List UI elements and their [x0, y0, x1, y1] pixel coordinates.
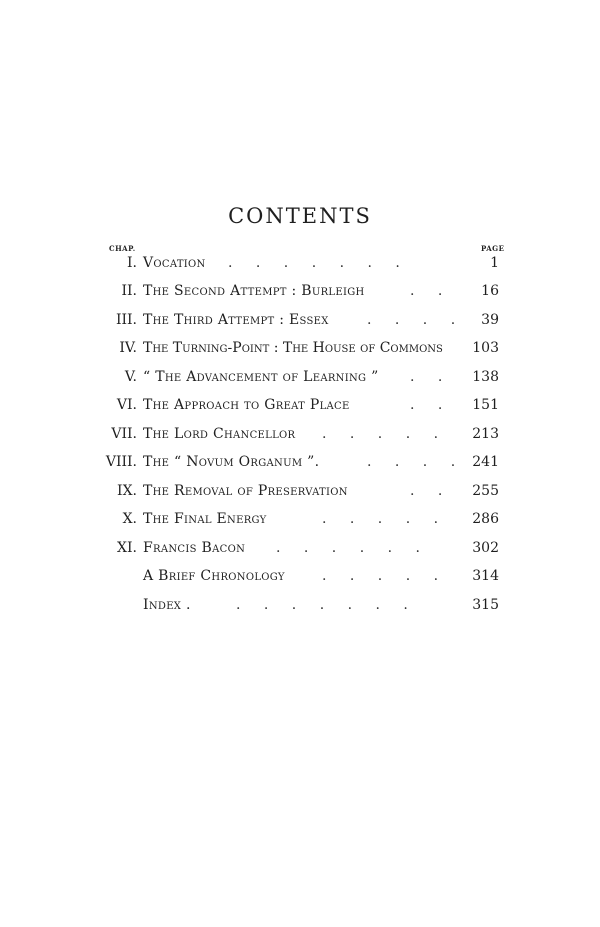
page-number: 138: [472, 369, 499, 385]
dot-leader: . . . . . .: [276, 540, 420, 556]
chapter-title: The Turning-Point : The House of Commons: [143, 340, 443, 356]
toc-entry: [0, 393, 600, 417]
page-number: 302: [472, 540, 499, 556]
dot-leader: . .: [410, 369, 443, 385]
toc-entry: [0, 308, 600, 332]
page-column-header: PAGE: [481, 244, 505, 253]
toc-entry: [0, 450, 600, 474]
dot-leader: . .: [410, 397, 443, 413]
page-number: 255: [472, 483, 499, 499]
chapter-title: The Removal of Preservation: [143, 483, 348, 499]
chapter-title: Francis Bacon: [143, 540, 246, 556]
toc-entry: [0, 251, 600, 275]
page-number: 103: [472, 340, 499, 356]
chapter-number: X.: [122, 511, 137, 527]
chapter-number: XI.: [117, 540, 137, 556]
chapter-number: VIII.: [105, 454, 137, 470]
toc-entry: [0, 593, 600, 617]
chapter-number: VI.: [116, 397, 137, 413]
page-number: 241: [472, 454, 499, 470]
dot-leader: . . . . . . .: [228, 255, 400, 271]
chapter-title: The Lord Chancellor: [143, 426, 296, 442]
chapter-title: The Final Energy: [143, 511, 267, 527]
page-number: 16: [481, 283, 499, 299]
page-number: 315: [472, 597, 499, 613]
dot-leader: . . . . . . .: [236, 597, 408, 613]
page-number: 1: [490, 255, 499, 271]
toc-entry: [0, 564, 600, 588]
toc-entry: [0, 365, 600, 389]
chapter-number: IX.: [117, 483, 137, 499]
chapter-title: The Approach to Great Place: [143, 397, 350, 413]
chapter-title: The Third Attempt : Essex: [143, 312, 329, 328]
dot-leader: . . . .: [367, 454, 456, 470]
page-number: 286: [472, 511, 499, 527]
page-number: 151: [472, 397, 499, 413]
toc-entry: [0, 279, 600, 303]
dot-leader: . .: [410, 283, 443, 299]
page-number: 39: [481, 312, 499, 328]
toc-entry: [0, 507, 600, 531]
page-number: 314: [472, 568, 499, 584]
chapter-number: III.: [115, 312, 137, 328]
toc-entry: [0, 536, 600, 560]
toc-entry: [0, 422, 600, 446]
dot-leader: . . . . .: [322, 511, 439, 527]
dot-leader: . . . . .: [322, 568, 439, 584]
chapter-title: Vocation: [143, 255, 206, 271]
chapter-title: A Brief Chronology: [143, 568, 285, 584]
chapter-number: II.: [121, 283, 137, 299]
dot-leader: . .: [410, 483, 443, 499]
chapter-title: The Second Attempt : Burleigh: [143, 283, 365, 299]
page-number: 213: [472, 426, 499, 442]
chapter-column-header: CHAP.: [109, 244, 136, 253]
toc-entry: [0, 336, 600, 360]
chapter-title: “ The Advancement of Learning ”: [143, 369, 379, 385]
dot-leader: . . . .: [367, 312, 456, 328]
chapter-title: Index .: [143, 597, 191, 613]
chapter-number: V.: [124, 369, 137, 385]
chapter-number: VII.: [111, 426, 137, 442]
page-title: CONTENTS: [228, 204, 372, 228]
chapter-title: The “ Novum Organum ”.: [143, 454, 320, 470]
chapter-number: I.: [127, 255, 137, 271]
toc-entry: [0, 479, 600, 503]
chapter-number: IV.: [119, 340, 137, 356]
dot-leader: . . . . .: [322, 426, 439, 442]
